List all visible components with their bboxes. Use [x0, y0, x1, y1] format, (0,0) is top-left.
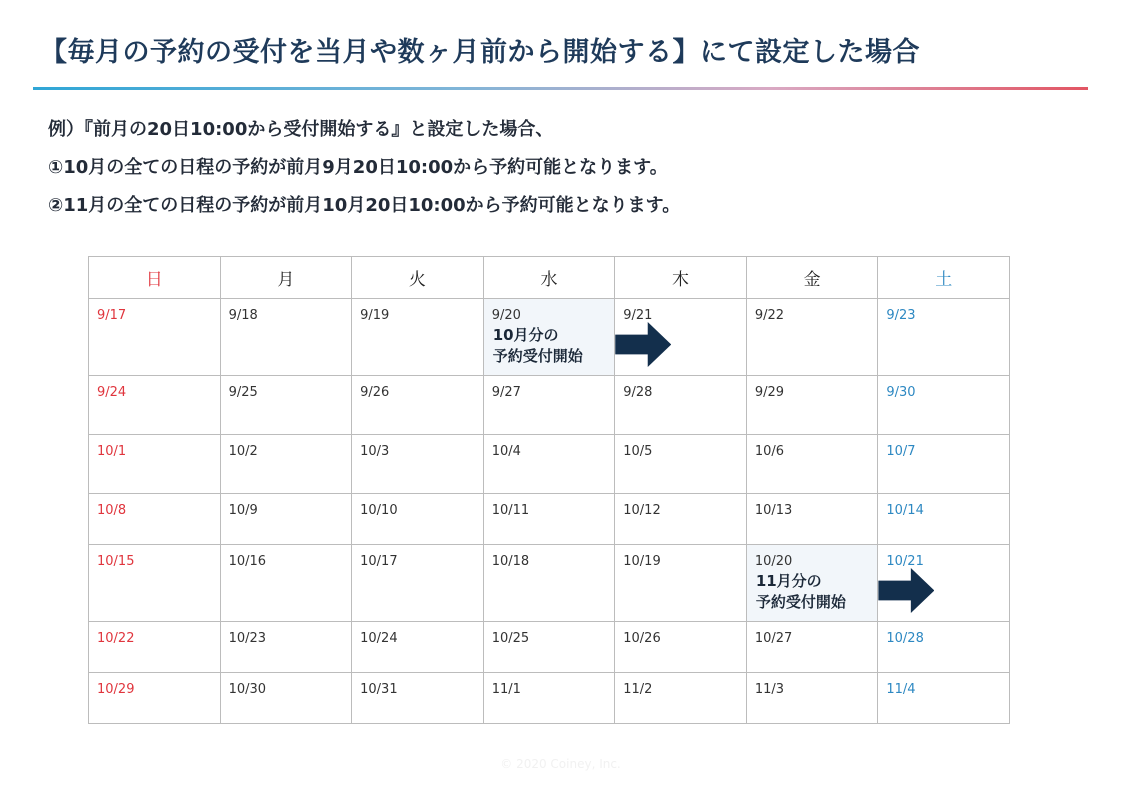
calendar-week-row — [89, 673, 1010, 724]
day-date: 10/24 — [360, 631, 398, 646]
day-date: 9/24 — [97, 385, 127, 400]
calendar-day-cell — [352, 376, 484, 435]
day-date: 10/27 — [754, 631, 793, 646]
calendar-day-cell — [878, 299, 1010, 376]
day-date: 10/29 — [97, 682, 135, 697]
day-date: 10/19 — [623, 554, 661, 569]
day-date: 10/10 — [360, 503, 398, 518]
calendar-day-cell — [746, 622, 878, 673]
calendar-day-cell — [220, 494, 352, 545]
calendar — [88, 256, 1010, 724]
calendar-day-cell — [615, 494, 747, 545]
calendar-day-cell — [878, 622, 1010, 673]
calendar-day-cell — [615, 545, 747, 622]
calendar-week-row — [89, 299, 1010, 376]
page-title: 【毎月の予約の受付を当月や数ヶ月前から開始する】にて設定した場合 — [40, 37, 920, 68]
day-date: 10/25 — [491, 631, 530, 646]
calendar-day-cell — [220, 435, 352, 494]
intro-line-example: 例）『前月の20日10:00から受付開始する』と設定した場合、 — [48, 119, 554, 140]
calendar-day-cell — [220, 545, 352, 622]
weekday-wed: 水 — [483, 257, 615, 299]
day-date: 10/7 — [886, 444, 916, 459]
calendar-day-cell — [352, 435, 484, 494]
calendar-day-cell — [220, 673, 352, 724]
calendar-day-cell — [89, 299, 221, 376]
weekday-fri: 金 — [746, 257, 878, 299]
day-date: 10/11 — [491, 503, 530, 518]
day-date: 11/4 — [886, 682, 916, 697]
day-date: 10/20 — [754, 554, 793, 569]
day-date: 10/5 — [623, 444, 653, 459]
day-date: 10/16 — [228, 554, 267, 569]
calendar-day-cell — [746, 435, 878, 494]
day-date: 10/28 — [886, 631, 924, 646]
day-date: 11/3 — [754, 682, 785, 697]
calendar-day-cell — [878, 545, 1010, 622]
note-line: 予約受付開始 — [755, 593, 846, 611]
day-date: 9/26 — [360, 385, 390, 400]
calendar-day-cell — [483, 545, 615, 622]
calendar-day-cell — [615, 622, 747, 673]
intro-line-october: ①10月の全ての日程の予約が前月9月20日10:00から予約可能となります。 — [48, 157, 668, 178]
calendar-day-cell — [878, 376, 1010, 435]
day-date: 9/28 — [623, 385, 653, 400]
calendar-week-row — [89, 545, 1010, 622]
right-arrow-icon — [878, 568, 934, 613]
calendar-week-row — [89, 494, 1010, 545]
calendar-day-cell — [746, 376, 878, 435]
calendar-week-row — [89, 622, 1010, 673]
calendar-day-cell — [878, 494, 1010, 545]
calendar-day-cell — [89, 494, 221, 545]
calendar-day-cell — [746, 545, 878, 622]
day-date: 11/1 — [491, 682, 521, 697]
note-line: 予約受付開始 — [492, 347, 583, 365]
day-date: 11/2 — [623, 682, 653, 697]
day-date: 9/27 — [491, 385, 521, 400]
calendar-day-cell — [878, 435, 1010, 494]
day-date: 10/1 — [97, 444, 127, 459]
day-date: 10/9 — [228, 503, 258, 518]
day-date: 10/6 — [754, 444, 785, 459]
day-date: 10/31 — [360, 682, 398, 697]
weekday-sun: 日 — [89, 257, 221, 299]
calendar-day-cell — [89, 673, 221, 724]
day-date: 10/14 — [886, 503, 924, 518]
calendar-day-cell — [89, 545, 221, 622]
day-date: 9/29 — [754, 385, 785, 400]
calendar-day-cell — [878, 673, 1010, 724]
reservation-start-note — [493, 325, 583, 367]
day-date: 10/13 — [754, 503, 793, 518]
right-arrow-icon — [615, 322, 671, 367]
day-date: 10/18 — [491, 554, 530, 569]
calendar-day-cell — [615, 673, 747, 724]
day-date: 10/15 — [97, 554, 135, 569]
calendar-day-cell — [220, 299, 352, 376]
calendar-day-cell — [483, 494, 615, 545]
day-date: 10/26 — [623, 631, 661, 646]
calendar-day-cell — [483, 299, 615, 376]
weekday-thu: 木 — [615, 257, 747, 299]
day-date: 9/22 — [754, 308, 785, 323]
intro-line-november: ②11月の全ての日程の予約が前月10月20日10:00から予約可能となります。 — [48, 195, 681, 216]
day-date: 10/30 — [228, 682, 267, 697]
day-date: 9/19 — [360, 308, 390, 323]
day-date: 9/23 — [886, 308, 916, 323]
reservation-start-note — [756, 571, 846, 613]
note-line: 10月分の — [492, 326, 559, 344]
day-date: 10/17 — [360, 554, 398, 569]
day-date: 9/30 — [886, 385, 916, 400]
calendar-day-cell — [220, 376, 352, 435]
calendar-day-cell — [483, 376, 615, 435]
day-date: 9/25 — [228, 385, 258, 400]
calendar-day-cell — [89, 622, 221, 673]
calendar-day-cell — [615, 299, 747, 376]
calendar-day-cell — [352, 673, 484, 724]
weekday-sat: 土 — [878, 257, 1010, 299]
day-date: 10/22 — [97, 631, 135, 646]
calendar-day-cell — [89, 376, 221, 435]
calendar-day-cell — [746, 494, 878, 545]
day-date: 10/4 — [491, 444, 521, 459]
calendar-day-cell — [483, 435, 615, 494]
weekday-tue: 火 — [352, 257, 484, 299]
calendar-day-cell — [352, 622, 484, 673]
calendar-day-cell — [352, 494, 484, 545]
day-date: 10/8 — [97, 503, 127, 518]
day-date: 10/3 — [360, 444, 390, 459]
day-date: 10/21 — [886, 554, 924, 569]
calendar-day-cell — [483, 622, 615, 673]
day-date: 9/17 — [97, 308, 127, 323]
title-divider — [33, 87, 1088, 90]
calendar-day-cell — [615, 435, 747, 494]
day-date: 9/21 — [623, 308, 653, 323]
calendar-day-cell — [615, 376, 747, 435]
weekday-header-row — [89, 257, 1010, 299]
copyright-footer: © 2020 Coiney, Inc. — [500, 757, 621, 771]
day-date: 9/18 — [228, 308, 258, 323]
calendar-day-cell — [746, 299, 878, 376]
day-date: 10/2 — [228, 444, 258, 459]
calendar-day-cell — [352, 545, 484, 622]
day-date: 10/12 — [623, 503, 661, 518]
calendar-day-cell — [89, 435, 221, 494]
intro-text — [48, 116, 680, 230]
weekday-mon: 月 — [220, 257, 352, 299]
calendar-day-cell — [483, 673, 615, 724]
calendar-day-cell — [220, 622, 352, 673]
calendar-day-cell — [746, 673, 878, 724]
calendar-week-row — [89, 435, 1010, 494]
day-date: 10/23 — [228, 631, 267, 646]
note-line: 11月分の — [755, 572, 822, 590]
calendar-week-row — [89, 376, 1010, 435]
calendar-day-cell — [352, 299, 484, 376]
day-date: 9/20 — [491, 308, 521, 323]
